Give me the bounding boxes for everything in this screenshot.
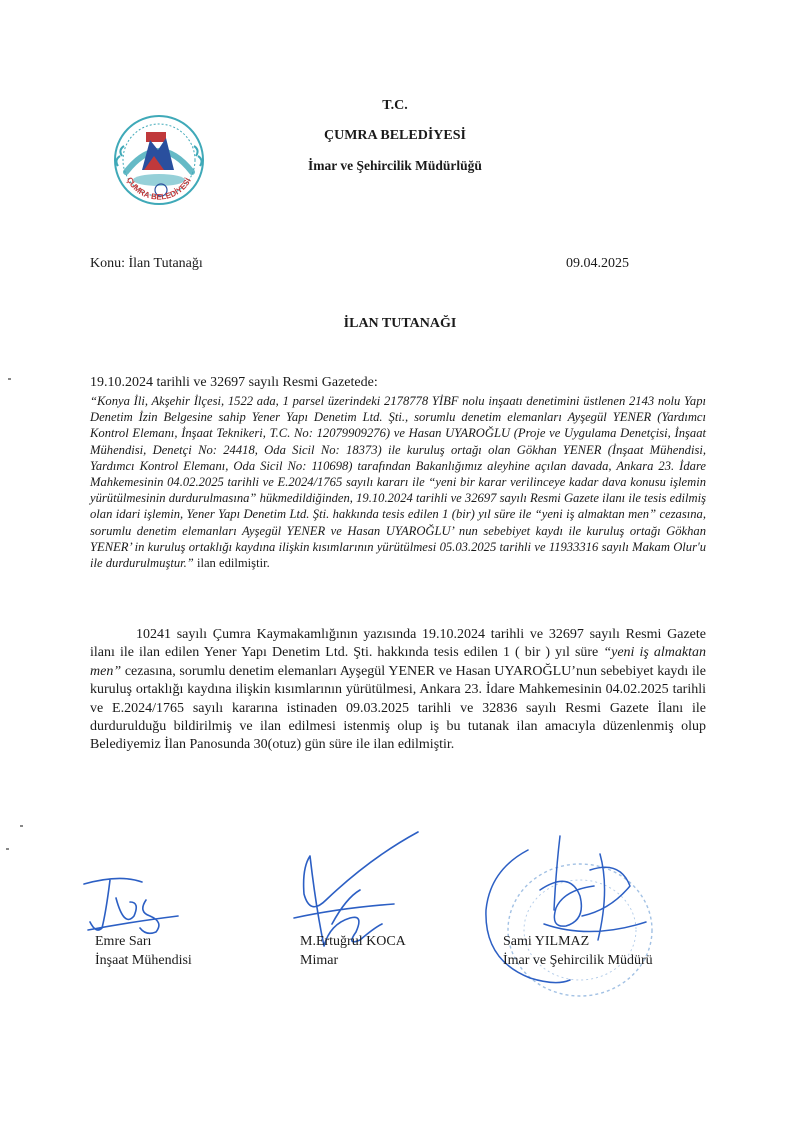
signature-block-2 [300, 933, 406, 970]
scan-speck [8, 378, 11, 380]
letterhead [230, 98, 560, 174]
svg-text:ÇUMRA BELEDİYESİ: ÇUMRA BELEDİYESİ [124, 175, 193, 202]
signatory-name-2: M.Ertuğrul KOCA [300, 934, 406, 949]
scan-speck [20, 825, 23, 827]
signatory-role-3: İmar ve Şehircilik Müdürü [503, 952, 653, 968]
document-date: 09.04.2025 [566, 256, 629, 271]
header-line-2: ÇUMRA BELEDİYESİ [324, 128, 466, 143]
subject-line: Konu: İlan Tutanağı [90, 256, 203, 271]
paragraph-emphasis: “yeni iş almaktan men” [90, 645, 706, 679]
signatory-name-3: Sami YILMAZ [503, 934, 590, 949]
paragraph-part-1: 10241 sayılı Çumra Kaymakamlığının yazısında 19.10.2024 tarihli ve 32697 sayılı Resmi Gazete ilanı ile ilan edilen Yener Yapı Denetim Ltd. Şti. hakkında tesis edilen 1 ( bir ) yıl süre [90, 627, 706, 661]
signatory-role-1: İnşaat Mühendisi [95, 952, 192, 968]
signature-block-3 [503, 933, 653, 970]
quote-suffix: ilan edilmiştir. [193, 556, 270, 571]
header-line-3: İmar ve Şehircilik Müdürlüğü [308, 158, 482, 173]
municipality-logo [104, 110, 214, 210]
document-title: İLAN TUTANAĞI [343, 316, 457, 331]
quoted-gazette-text [90, 393, 706, 571]
signatory-role-2: Mimar [300, 952, 339, 968]
signature-emre-sari [80, 872, 190, 942]
signatory-name-1: Emre Sarı [95, 934, 152, 949]
quote-italic-text: “Konya İli, Akşehir İlçesi, 1522 ada, 1 parsel üzerindeki 2178778 YİBF nolu inşaatı denetimini üstlenen 2143 nolu Yapı Denetim İzin Belgesine sahip Yener Yapı Denetim Ltd. Şti., sorumlu denetim elemanları Ayşegül YENER (Yardımcı Kontrol Elemanı, İnşaat Teknikeri, T.C. No: 12079909276) ve Hasan UYAROĞLU (Proje ve Uygulama Denetçisi, İnşaat Mühendisi, Denetçi No: 24418, Oda Sicil No: 18373) ile kuruluş ortağı olan Gökhan YENER (İnşaat Mühendisi, Yardımcı Kontrol Elemanı, Oda Sicil No: 110698) tarafından Bakanlığımız aleyhine açılan davada, Ankara 23. İdare Mahkemesinin 04.02.2025 tarihli ve E.2024/1765 sayılı kararı ile “yeni bir karar verilinceye kadar dava konusu işlemin yürütülmesinin durdurulmasına” hükmedildiğinden, 19.10.2024 tarihli ve 32697 sayılı Resmi Gazete ilanı ile tesis edilmiş olan idari işlemin, Yener Yapı Denetim Ltd. Şti. hakkında tesis edilen 1 (bir) yıl süre ile “yeni iş almaktan men” cezasına, sorumlu denetim elemanları Ayşegül YENER ve Hasan UYAROĞLU’ nun sebebiyet kaydı ile kuruluş ortağı Gökhan YENER’ in kuruluş ortaklığı kaydına ilişkin kısımlarının yürütülmesi 05.03.2025 tarihli ve 11933316 sayılı Makam Olur'u ile durdurulmuştur.” [90, 394, 706, 571]
paragraph-part-2: cezasına, sorumlu denetim elemanları Ayşegül YENER ve Hasan UYAROĞLU’nun sebebiyet kaydı ile kuruluş ortaklığı kaydına ilişkin kısımlarının yürütülmesi, Ankara 23. İdare Mahkemesinin 04.02.2025 tarihli ve E.2024/1765 sayılı kararına istinaden 09.03.2025 tarihli ve 32836 sayılı Resmi Gazete İlanı ile durdurulduğu bildirilmiş ve ilan edilmesi istenmiş olup iş bu tutanak ilan amacıyla düzenlenmiş olup Belediyemiz İlan Panosunda 30(otuz) gün süre ile ilan edilmiştir. [90, 663, 706, 753]
scan-speck [6, 848, 9, 850]
signature-block-1 [95, 933, 192, 970]
stamp-and-signature-sami-yilmaz [470, 830, 670, 1010]
body-paragraph [90, 626, 706, 755]
municipality-logo-emblem [104, 110, 214, 210]
header-line-1: T.C. [382, 98, 408, 113]
intro-line: 19.10.2024 tarihli ve 32697 sayılı Resmi Gazetede: [90, 375, 378, 390]
